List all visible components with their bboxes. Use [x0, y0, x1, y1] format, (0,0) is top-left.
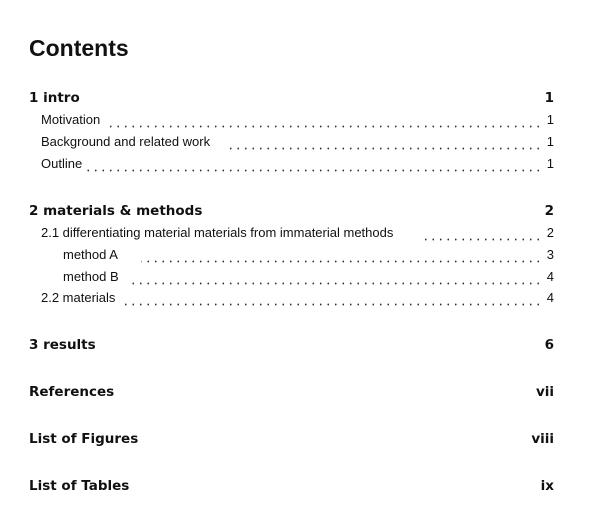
toc-entry-page-number: 1 [546, 112, 554, 127]
toc-entry-results[interactable] [0, 336, 601, 354]
toc-entry-label: 3 results [29, 337, 96, 353]
toc-entry-materials[interactable] [0, 289, 601, 307]
toc-entry-page-number: 1 [544, 90, 554, 106]
toc-dot-leader [421, 227, 542, 241]
toc-entry-intro[interactable] [0, 89, 601, 107]
toc-entry-label: 2 materials & methods [29, 203, 203, 219]
toc-entry-label: Background and related work [41, 134, 211, 149]
toc-entry-page-number: 4 [546, 269, 554, 284]
toc-entry-background[interactable] [0, 133, 601, 151]
toc-entry-label: List of Figures [29, 431, 139, 447]
toc-entry-label: Motivation [41, 112, 101, 127]
toc-entry-label: method B [63, 269, 119, 284]
toc-entry-page-number: 2 [546, 225, 554, 240]
toc-entry-label: Outline [41, 156, 83, 171]
toc-entry-label: 1 intro [29, 90, 80, 106]
toc-entry-page-number: ix [540, 478, 554, 494]
toc-dot-leader [106, 114, 542, 128]
toc-dot-leader [128, 271, 542, 285]
toc-entry-differentiating[interactable] [0, 224, 601, 242]
toc-entry-label: References [29, 384, 115, 400]
toc-entry-page-number: 2 [544, 203, 554, 219]
toc-entry-list-of-figures[interactable] [0, 430, 601, 448]
toc-entry-method-b[interactable] [0, 268, 601, 286]
toc-dot-leader [121, 292, 542, 306]
toc-entry-list-of-tables[interactable] [0, 477, 601, 495]
toc-entry-page-number: 1 [546, 134, 554, 149]
toc-entry-label: List of Tables [29, 478, 130, 494]
toc-dot-leader [225, 136, 542, 150]
toc-dot-leader [86, 158, 542, 172]
toc-entry-motivation[interactable] [0, 111, 601, 129]
toc-entry-page-number: viii [531, 431, 554, 447]
toc-entry-materials-methods[interactable] [0, 202, 601, 220]
toc-entry-outline[interactable] [0, 155, 601, 173]
toc-entry-page-number: 6 [544, 337, 554, 353]
toc-entry-page-number: 1 [546, 156, 554, 171]
toc-entry-page-number: 4 [546, 290, 554, 305]
toc-dot-leader [141, 249, 542, 263]
toc-entry-label: method A [63, 247, 118, 262]
toc-entry-label: 2.2 materials [41, 290, 116, 305]
toc-entry-references[interactable] [0, 383, 601, 401]
toc-entry-page-number: 3 [546, 247, 554, 262]
toc-entry-label: 2.1 differentiating material materials from immaterial methods [41, 225, 394, 240]
toc-heading: Contents [29, 35, 129, 61]
toc-entry-page-number: vii [535, 384, 554, 400]
toc-entry-method-a[interactable] [0, 246, 601, 264]
